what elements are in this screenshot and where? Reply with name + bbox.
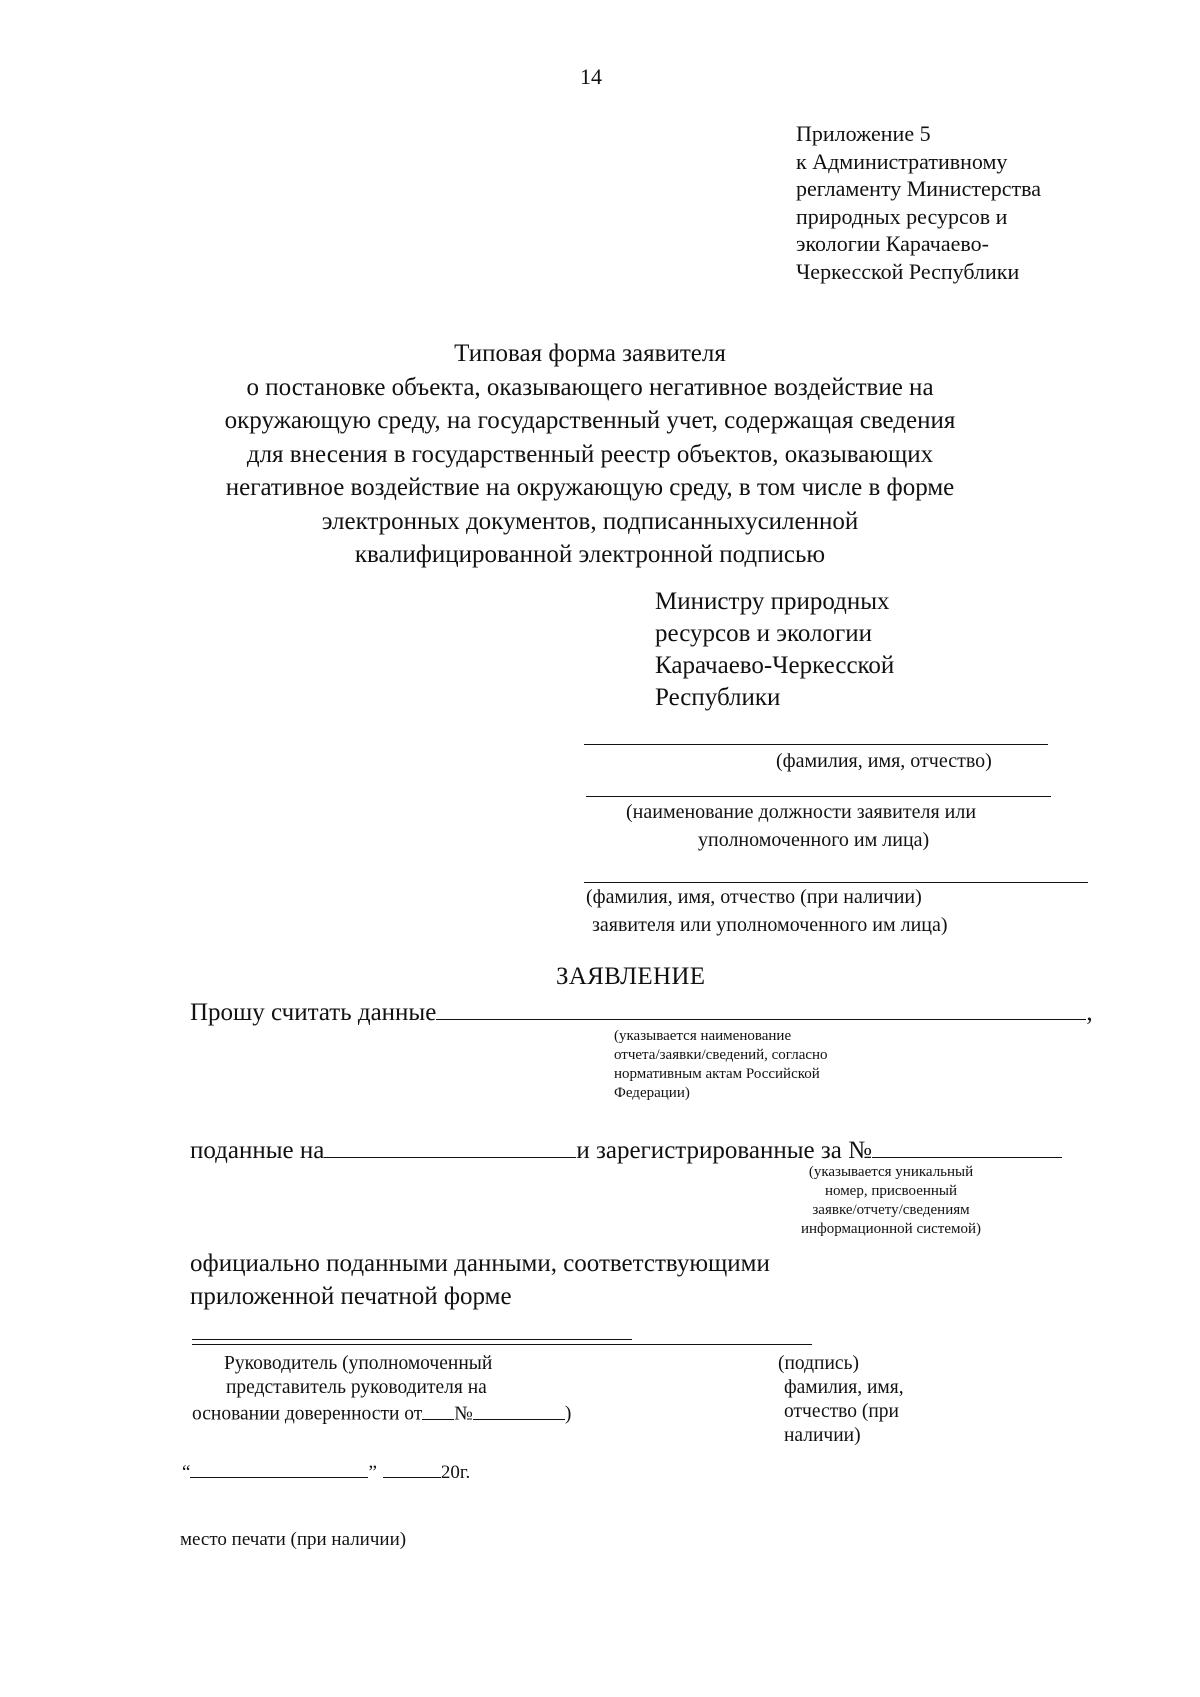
request-note xyxy=(614,1027,828,1103)
fio-caption: (фамилия, имя, отчество) xyxy=(776,750,992,772)
submitted-row xyxy=(190,1133,1062,1165)
date-open-quote: “ xyxy=(182,1462,191,1484)
appendix-line: природных ресурсов и xyxy=(796,203,1008,229)
request-note-line: Федерации) xyxy=(614,1085,690,1101)
registered-note xyxy=(772,1163,1010,1239)
applicant-blank-line[interactable] xyxy=(584,882,1088,883)
title-line: для внесения в государственный реестр объектов, оказывающих xyxy=(246,440,934,468)
sign-caption xyxy=(778,1352,904,1448)
registered-note-line: номер, присвоенный xyxy=(824,1183,958,1199)
signature-line[interactable] xyxy=(192,1344,812,1345)
title-line: электронных документов, подписанныхусиленной xyxy=(321,507,859,535)
sign-caption-line: наличии) xyxy=(784,1425,861,1446)
applicant-caption-2: заявителя или уполномоченного им лица) xyxy=(592,914,948,936)
title-line: Типовая форма заявителя xyxy=(454,340,726,367)
official-line-2: приложенной печатной форме xyxy=(190,1283,512,1310)
appendix-line: Черкесской Республики xyxy=(796,258,1020,284)
registered-note-line: (указывается уникальный xyxy=(808,1164,974,1180)
submitted-label: поданные на xyxy=(190,1136,325,1164)
applicant-caption-1: (фамилия, имя, отчество (при наличии) xyxy=(586,886,922,908)
title-line: окружающую среду, на государственный учет, содержащая сведения xyxy=(224,407,956,434)
registered-note-line: заявке/отчету/сведениям xyxy=(812,1202,970,1218)
power-of-attorney-number-sign: № xyxy=(454,1403,473,1425)
date-day-month-blank[interactable] xyxy=(190,1459,368,1478)
power-of-attorney-close: ) xyxy=(564,1403,572,1425)
addressee-line: ресурсов и экологии xyxy=(655,620,873,647)
official-line-1: официально поданными данными, соответствующими xyxy=(190,1250,770,1277)
appendix-line: экологии Карачаево- xyxy=(796,231,989,256)
date-close-quote: ” xyxy=(368,1462,377,1484)
document-title xyxy=(150,337,1030,572)
sign-caption-line: отчество (при xyxy=(784,1401,899,1422)
registered-label: и зарегистрированные за № xyxy=(576,1136,872,1164)
submission-date-blank[interactable] xyxy=(324,1133,576,1158)
appendix-line: Приложение 5 xyxy=(796,121,931,146)
power-of-attorney-label: основании доверенности от xyxy=(192,1403,423,1425)
position-caption-1: (наименование должности заявителя или xyxy=(626,801,977,823)
head-line-2: представитель руководителя на xyxy=(226,1377,487,1398)
registered-note-line: информационной системой) xyxy=(800,1221,982,1237)
appendix-line: регламенту Министерства xyxy=(796,176,1041,201)
request-note-line: отчета/заявки/сведений, согласно xyxy=(614,1047,828,1063)
addressee-line: Министру природных xyxy=(655,588,890,615)
head-line-1: Руководитель (уполномоченный xyxy=(224,1353,493,1374)
appendix-line: к Административному xyxy=(796,148,1008,174)
position-caption-2: уполномоченного им лица) xyxy=(698,829,930,851)
date-year-blank[interactable] xyxy=(383,1459,441,1478)
registration-number-blank[interactable] xyxy=(872,1133,1062,1158)
head-line-3 xyxy=(192,1400,571,1427)
addressee-block xyxy=(655,586,894,714)
sign-caption-line: (подпись) xyxy=(778,1353,859,1374)
addressee-line: Карачаево-Черкесской xyxy=(655,652,895,679)
power-of-attorney-date-blank[interactable] xyxy=(422,1400,454,1420)
power-of-attorney-number-blank[interactable] xyxy=(473,1400,565,1420)
page-number: 14 xyxy=(580,64,602,89)
title-line: квалифицированной электронной подписью xyxy=(354,541,826,568)
statement-heading: ЗАЯВЛЕНИЕ xyxy=(556,963,706,990)
fio-blank-line[interactable] xyxy=(584,744,1048,745)
sign-caption-line: фамилия, имя, xyxy=(784,1377,904,1398)
request-row xyxy=(190,995,1093,1027)
request-label: Прошу считать данные xyxy=(190,998,437,1026)
request-comma: , xyxy=(1086,998,1093,1026)
appendix-block xyxy=(796,120,1041,285)
date-year-suffix: 20г. xyxy=(440,1462,471,1484)
title-line: негативное воздействие на окружающую среду, в том числе в форме xyxy=(225,474,955,501)
request-note-line: нормативным актам Российской xyxy=(614,1066,820,1082)
stamp-place: место печати (при наличии) xyxy=(180,1529,407,1550)
head-signature-line-upper[interactable] xyxy=(192,1339,632,1340)
addressee-line: Республики xyxy=(655,684,781,711)
request-note-line: (указывается наименование xyxy=(614,1028,792,1044)
title-line: о постановке объекта, оказывающего негативное воздействие на xyxy=(246,373,934,401)
report-name-blank[interactable] xyxy=(436,995,1086,1020)
date-row xyxy=(182,1459,470,1484)
position-blank-line[interactable] xyxy=(586,796,1051,797)
